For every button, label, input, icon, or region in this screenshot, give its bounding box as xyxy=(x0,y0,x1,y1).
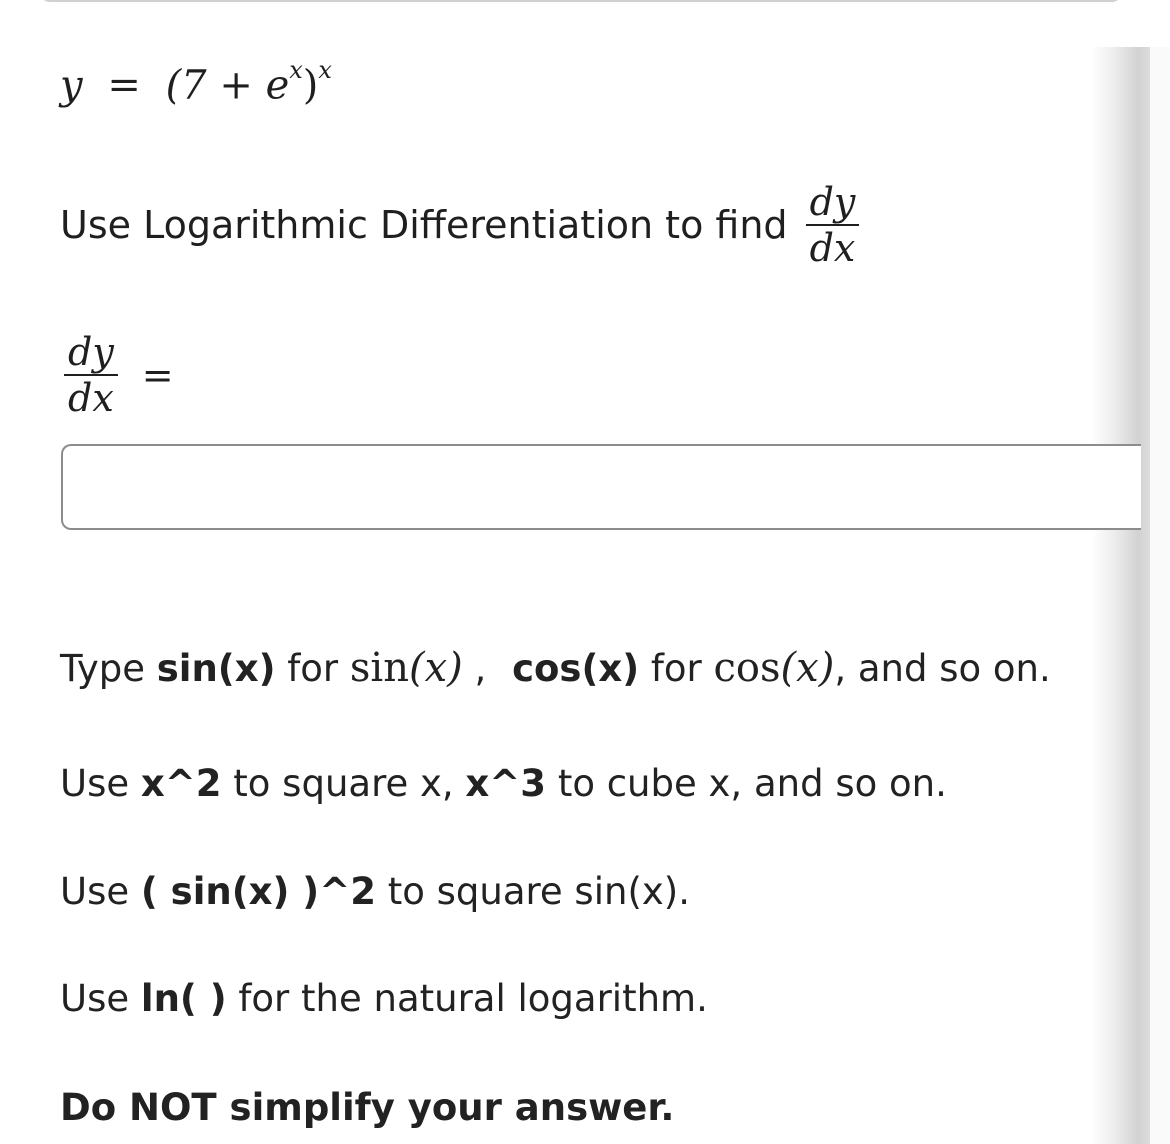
given-equation xyxy=(60,52,332,109)
hint-trig-functions xyxy=(60,645,1051,691)
hint-text: to cube x, and so on. xyxy=(557,762,947,805)
answer-input[interactable] xyxy=(61,444,1141,530)
prompt-derivative-fraction xyxy=(806,180,860,270)
hint-math-cos: cos xyxy=(713,645,781,691)
answer-derivative-fraction xyxy=(64,330,118,420)
previous-card-edge xyxy=(40,0,1122,2)
hint-powers xyxy=(60,762,947,805)
hint-text: for xyxy=(287,647,339,690)
hint-code-ln: ln( ) xyxy=(140,977,227,1020)
hint-text: for xyxy=(650,647,702,690)
fraction-denominator: dx xyxy=(809,226,856,270)
hint-code-sin-squared: ( sin(x) )^2 xyxy=(140,870,376,913)
hint-math-sin: sin xyxy=(349,645,409,691)
hint-text: for the natural logarithm. xyxy=(238,977,708,1020)
scrollbar-track[interactable] xyxy=(1092,47,1150,1144)
answer-equals: = xyxy=(141,353,174,397)
hint-text: to square x, xyxy=(233,762,454,805)
prompt-text: Use Logarithmic Differentiation to find xyxy=(60,203,788,247)
hint-text: , and so on. xyxy=(834,647,1051,690)
hint-text: Use xyxy=(60,762,130,805)
hint-text: to square sin(x). xyxy=(387,870,690,913)
hint-text: Use xyxy=(60,870,130,913)
hint-code-cube: x^3 xyxy=(465,762,547,805)
fraction-denominator: dx xyxy=(68,376,114,420)
equation-lhs: y xyxy=(60,62,83,109)
hint-square-sin xyxy=(60,870,690,913)
hint-separator: , xyxy=(462,647,487,690)
hint-natural-log xyxy=(60,977,708,1020)
hint-math-arg: (x) xyxy=(408,645,463,691)
equation-base-open: (7 + e xyxy=(165,62,290,109)
hint-math-arg: (x) xyxy=(780,645,835,691)
answer-label xyxy=(64,330,174,420)
fraction-numerator: dy xyxy=(68,330,114,374)
equation-base-close: ) xyxy=(302,62,319,109)
hint-code-sin: sin(x) xyxy=(156,647,276,690)
page-edge xyxy=(1150,47,1170,1144)
fraction-numerator: dy xyxy=(809,180,856,224)
equation-inner-exponent: x xyxy=(289,56,303,84)
equation-equals: = xyxy=(107,62,141,109)
hint-text: Type xyxy=(60,647,145,690)
hint-code-cos: cos(x) xyxy=(512,647,640,690)
question-prompt xyxy=(60,170,859,280)
hint-text: Use xyxy=(60,977,130,1020)
hint-do-not-simplify: Do NOT simplify your answer. xyxy=(60,1086,675,1129)
hint-code-square: x^2 xyxy=(140,762,222,805)
equation-outer-exponent: x xyxy=(318,56,332,84)
